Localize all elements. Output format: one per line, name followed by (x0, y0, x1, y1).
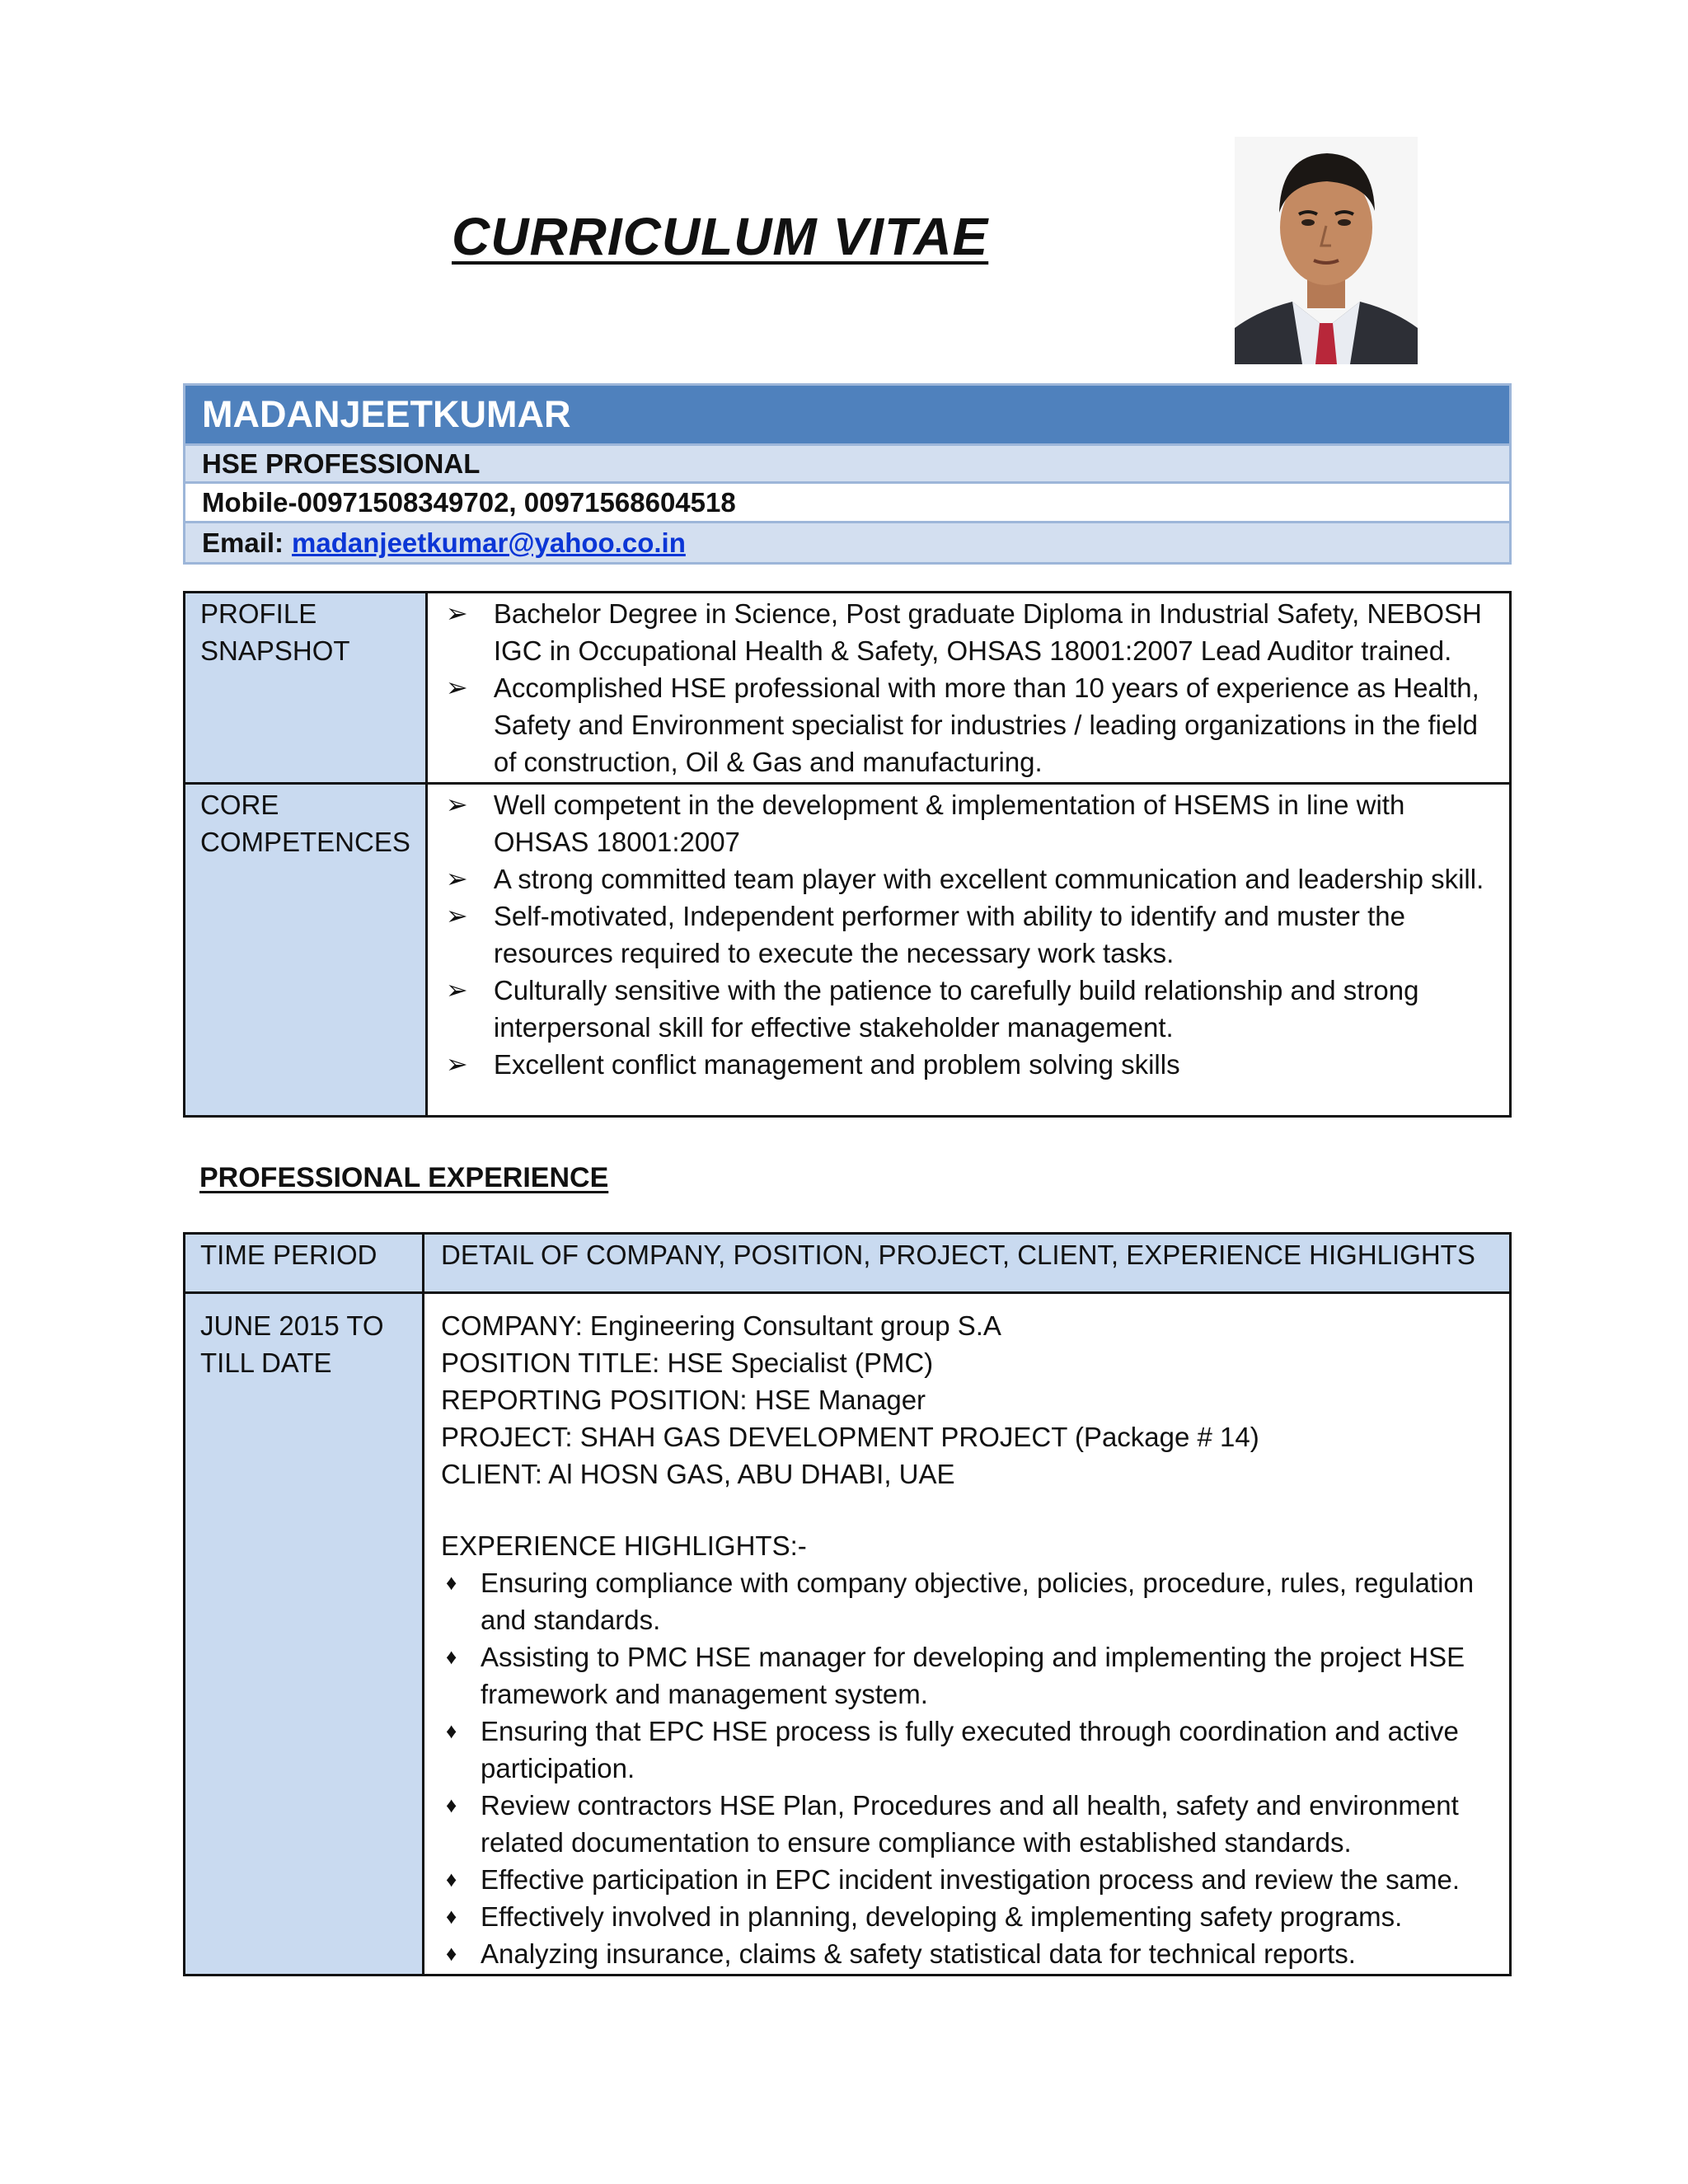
diamond-bullet-icon: ♦ (446, 1941, 457, 1966)
list-item: ➢ Excellent conflict management and problem solving skills (444, 1046, 1494, 1083)
list-item: ➢ Accomplished HSE professional with more than 10 years of experience as Health, Safety and Environment specialist for industries / leading organizations in the field of construction, Oil & Gas and manufacturing. (444, 669, 1494, 780)
client-line: CLIENT: Al HOSN GAS, ABU DHABI, UAE (441, 1459, 955, 1489)
experience-table (183, 1232, 1512, 1976)
mobile-numbers: Mobile-00971508349702, 00971568604518 (185, 481, 1509, 521)
list-item: ♦ Review contractors HSE Plan, Procedures and all health, safety and environment related documentation to ensure compliance with established standards. (441, 1787, 1494, 1861)
list-item: ♦ Ensuring that EPC HSE process is fully executed through coordination and active participation. (441, 1713, 1494, 1787)
list-item: ♦ Analyzing insurance, claims & safety statistical data for technical reports. (441, 1935, 1494, 1972)
email-link[interactable]: madanjeetkumar@yahoo.co.in (292, 527, 686, 558)
summary-content (426, 784, 1510, 1117)
arrow-bullet-icon: ➢ (445, 1049, 468, 1079)
diamond-bullet-icon: ♦ (446, 1644, 457, 1669)
table-row (185, 1293, 1511, 1975)
list-item: ♦ Effectively involved in planning, developing & implementing safety programs. (441, 1898, 1494, 1935)
profile-photo (1235, 137, 1418, 364)
candidate-name: MADANJEETKUMAR (185, 386, 1509, 443)
email-row (185, 521, 1509, 562)
list-item: ➢ Bachelor Degree in Science, Post graduate Diploma in Industrial Safety, NEBOSH IGC in Occupational Health & Safety, OHSAS 18001:2007 Lead Auditor trained. (444, 595, 1494, 669)
column-header-detail: DETAIL OF COMPANY, POSITION, PROJECT, CLIENT, EXPERIENCE HIGHLIGHTS (424, 1234, 1511, 1293)
experience-detail (424, 1293, 1511, 1975)
summary-label: PROFILE SNAPSHOT (185, 593, 427, 784)
diamond-bullet-icon: ♦ (446, 1867, 457, 1891)
summary-row-competences (185, 784, 1511, 1117)
column-header-period: TIME PERIOD (185, 1234, 424, 1293)
list-item: ➢ Well competent in the development & implementation of HSEMS in line with OHSAS 18001:2007 (444, 786, 1494, 860)
arrow-bullet-icon: ➢ (445, 598, 468, 628)
portrait-image (1235, 137, 1418, 364)
summary-content (426, 593, 1510, 784)
list-item: ➢ Culturally sensitive with the patience to carefully build relationship and strong interpersonal skill for effective stakeholder management. (444, 972, 1494, 1046)
diamond-bullet-icon: ♦ (446, 1570, 457, 1595)
arrow-bullet-icon: ➢ (445, 790, 468, 819)
candidate-role: HSE PROFESSIONAL (185, 443, 1509, 481)
arrow-bullet-icon: ➢ (445, 673, 468, 702)
diamond-bullet-icon: ♦ (446, 1793, 457, 1817)
diamond-bullet-icon: ♦ (446, 1718, 457, 1743)
company-line: COMPANY: Engineering Consultant group S.A (441, 1310, 1001, 1341)
section-heading-experience: PROFESSIONAL EXPERIENCE (199, 1162, 609, 1193)
summary-table (183, 591, 1512, 1118)
reporting-line: REPORTING POSITION: HSE Manager (441, 1385, 926, 1415)
position-line: POSITION TITLE: HSE Specialist (PMC) (441, 1347, 934, 1378)
experience-period: JUNE 2015 TO TILL DATE (185, 1293, 424, 1975)
highlights-label: EXPERIENCE HIGHLIGHTS:- (441, 1530, 807, 1561)
list-item: ➢ A strong committed team player with excellent communication and leadership skill. (444, 860, 1494, 898)
email-label: Email: (202, 527, 284, 558)
list-item: ♦ Assisting to PMC HSE manager for developing and implementing the project HSE framework and management system. (441, 1638, 1494, 1713)
document-title: CURRICULUM VITAE (452, 207, 989, 266)
experience-header-row (185, 1234, 1511, 1293)
arrow-bullet-icon: ➢ (445, 901, 468, 930)
arrow-bullet-icon: ➢ (445, 864, 468, 893)
arrow-bullet-icon: ➢ (445, 975, 468, 1005)
list-item: ➢ Self-motivated, Independent performer with ability to identify and muster the resources required to execute the necessary work tasks. (444, 898, 1494, 972)
list-item: ♦ Effective participation in EPC incident investigation process and review the same. (441, 1861, 1494, 1898)
contact-header (183, 383, 1512, 565)
list-item: ♦ Ensuring compliance with company objective, policies, procedure, rules, regulation and standards. (441, 1564, 1494, 1638)
project-line: PROJECT: SHAH GAS DEVELOPMENT PROJECT (Package # 14) (441, 1422, 1259, 1452)
summary-row-profile (185, 593, 1511, 784)
diamond-bullet-icon: ♦ (446, 1904, 457, 1929)
summary-label: CORE COMPETENCES (185, 784, 427, 1117)
